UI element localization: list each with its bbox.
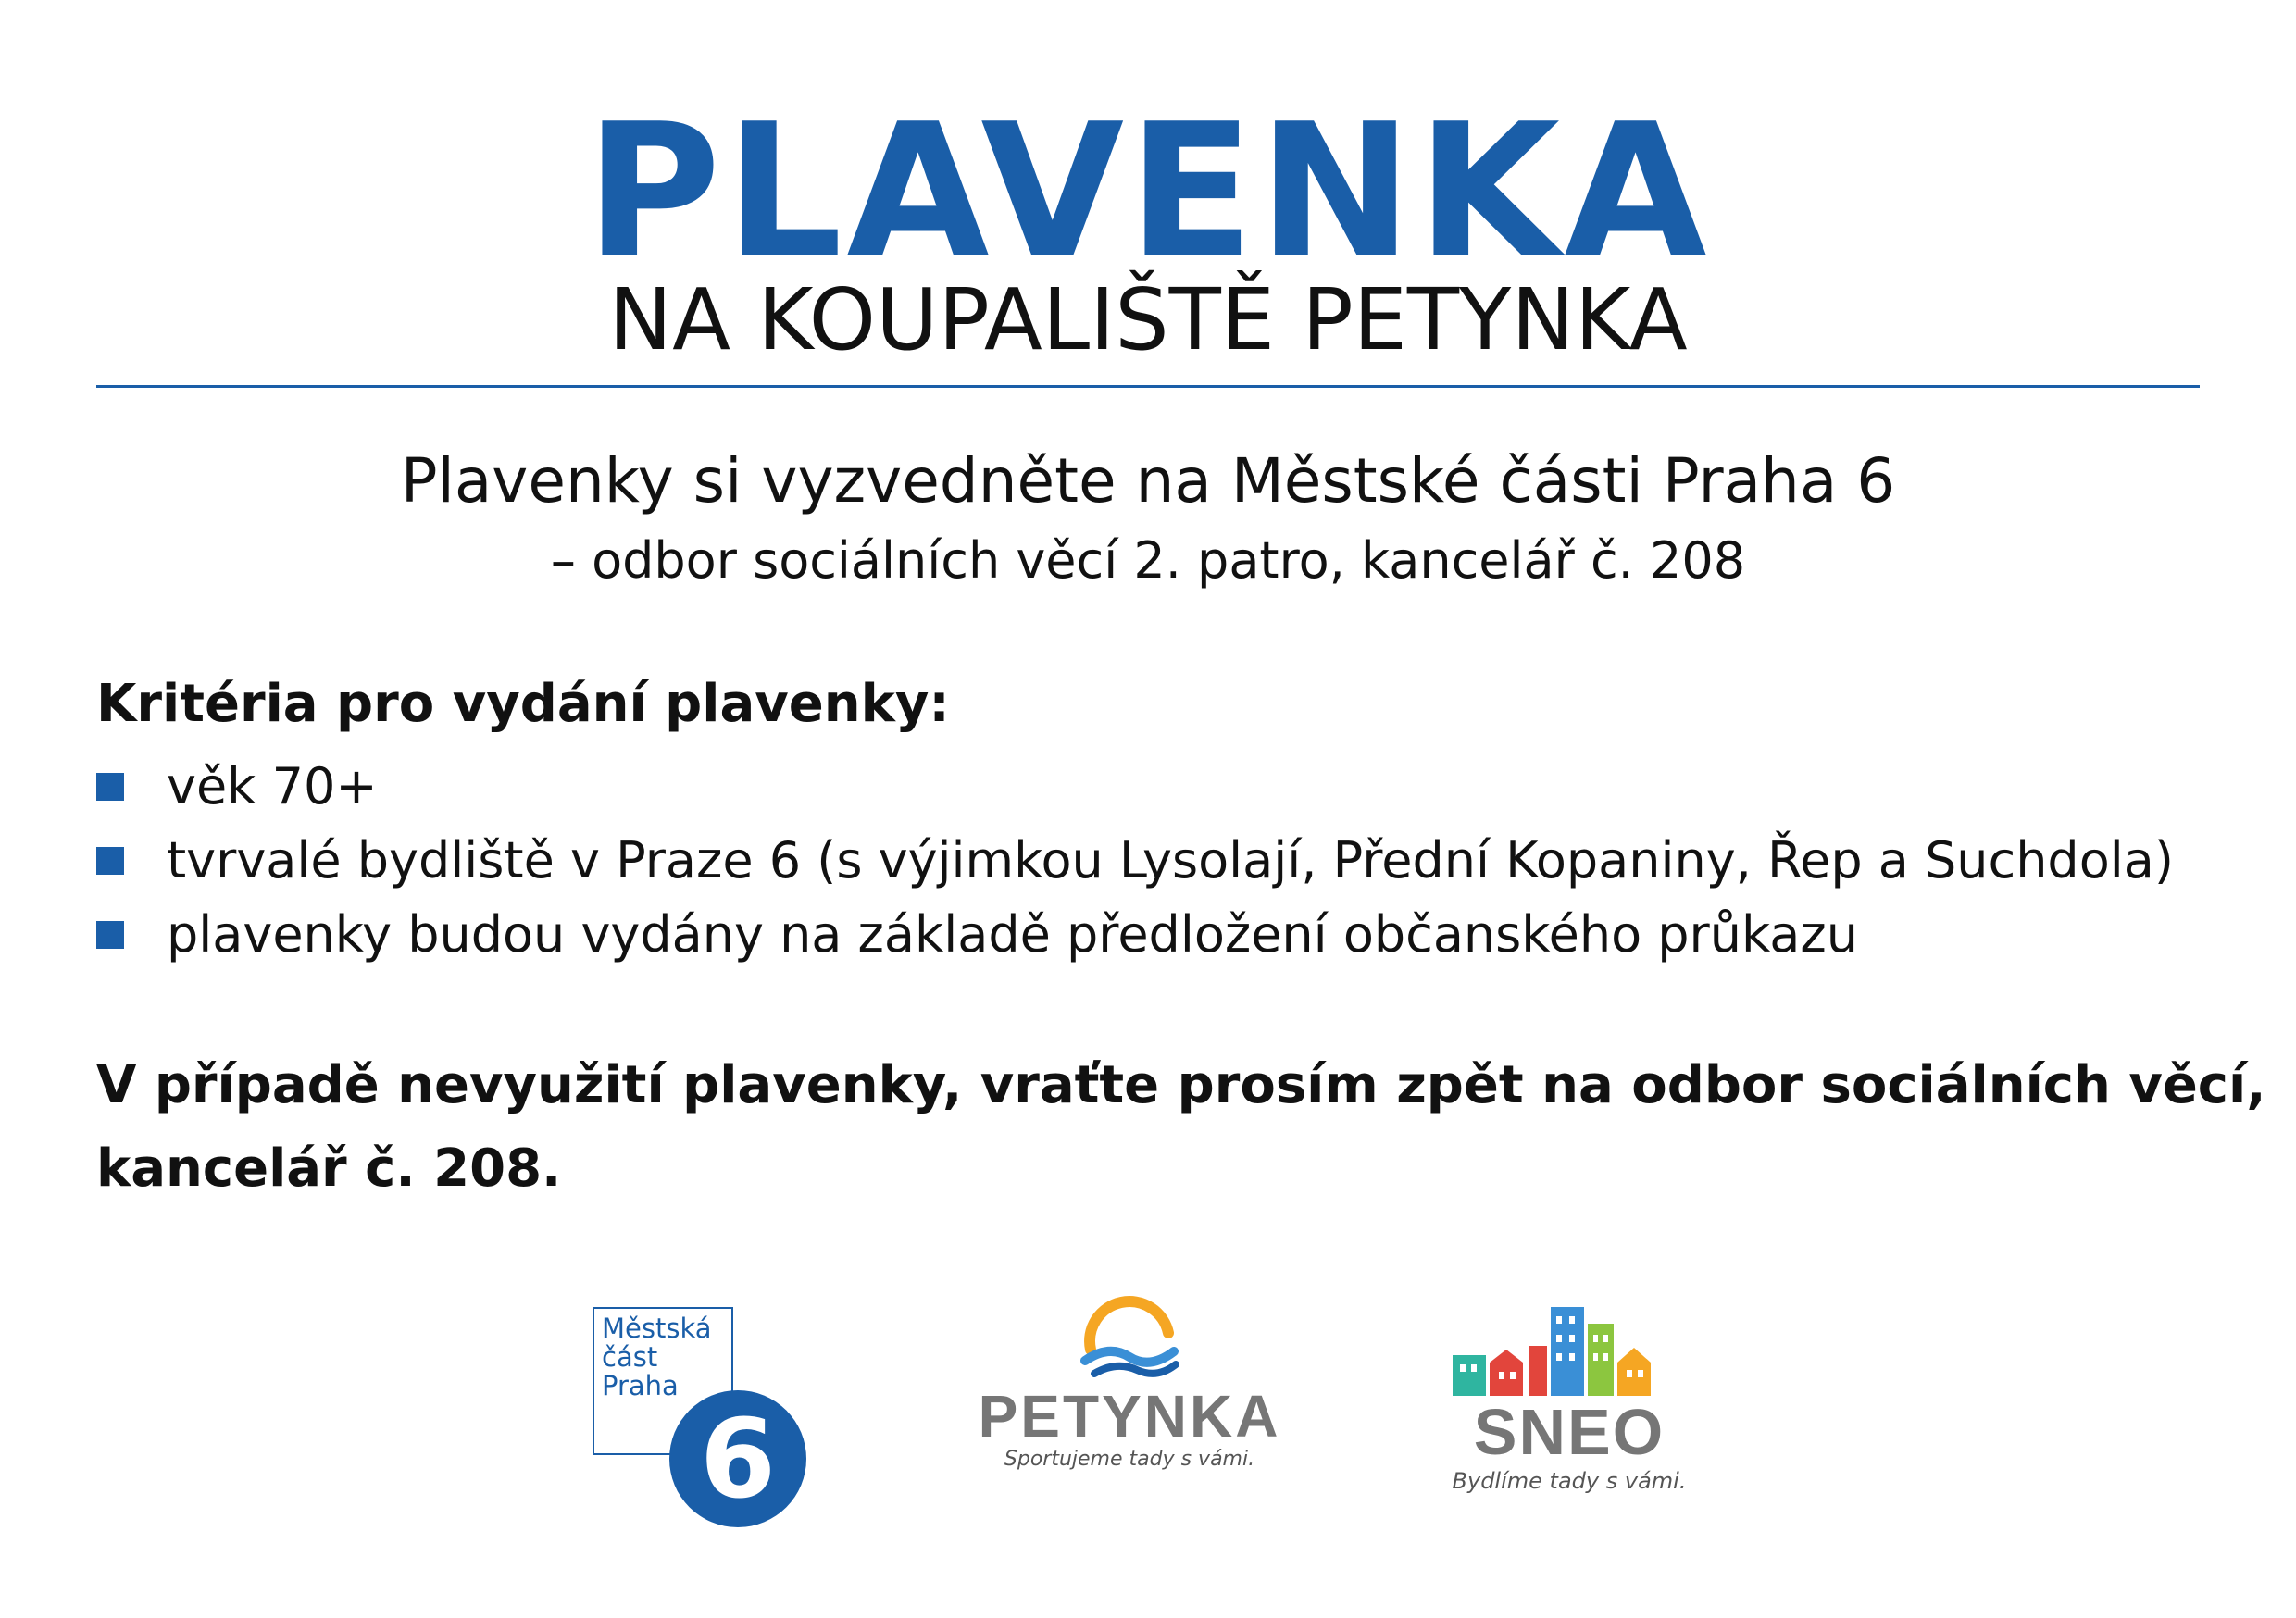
criteria-item-text: tvrvalé bydliště v Praze 6 (s výjimkou Lysolají, Přední Kopaniny, Řep a Suchdola)	[167, 831, 2174, 890]
pickup-office: – odbor sociálních věcí 2. patro, kancelář č. 208	[550, 531, 1746, 590]
list-item	[96, 898, 2253, 972]
criteria-heading: Kritéria pro vydání plavenky:	[96, 674, 950, 734]
praha6-logo-line: Praha	[602, 1370, 679, 1401]
praha6-logo-line: Městská	[602, 1313, 712, 1344]
criteria-item-text: plavenky budou vydány na základě předložení občanského průkazu	[167, 905, 1858, 965]
petynka-logo-wordmark: PETYNKA	[978, 1383, 1281, 1450]
petynka-logo	[935, 1296, 1324, 1481]
list-item	[96, 824, 2253, 898]
pickup-location: Plavenky si vyzvedněte na Městské části Praha 6	[400, 445, 1896, 517]
sneo-logo-wordmark: SNEO	[1473, 1396, 1666, 1468]
praha6-logo-text	[602, 1314, 712, 1400]
criteria-item-text: věk 70+	[167, 757, 378, 816]
page-subtitle: NA KOUPALIŠTĚ PETYNKA	[608, 270, 1688, 369]
return-note	[96, 1044, 2266, 1211]
praha6-logo-line: část	[602, 1341, 658, 1373]
praha6-logo	[593, 1307, 815, 1529]
list-item	[96, 750, 2253, 824]
criteria-list	[96, 750, 2253, 972]
return-note-line: V případě nevyužití plavenky, vraťte prosím zpět na odbor sociálních věcí,	[96, 1055, 2266, 1115]
return-note-line: kancelář č. 208.	[96, 1139, 562, 1199]
sun-wave-icon	[1072, 1296, 1187, 1388]
page-title: PLAVENKA	[585, 84, 1711, 300]
petynka-logo-tagline: Sportujeme tady s vámi.	[1004, 1448, 1255, 1471]
square-bullet-icon	[96, 847, 124, 875]
sneo-logo	[1444, 1303, 1694, 1498]
divider	[96, 385, 2200, 388]
sneo-logo-tagline: Bydlíme tady s vámi.	[1452, 1468, 1687, 1494]
square-bullet-icon	[96, 921, 124, 949]
praha6-number-badge: 6	[669, 1390, 806, 1527]
square-bullet-icon	[96, 773, 124, 801]
buildings-icon	[1449, 1303, 1690, 1398]
